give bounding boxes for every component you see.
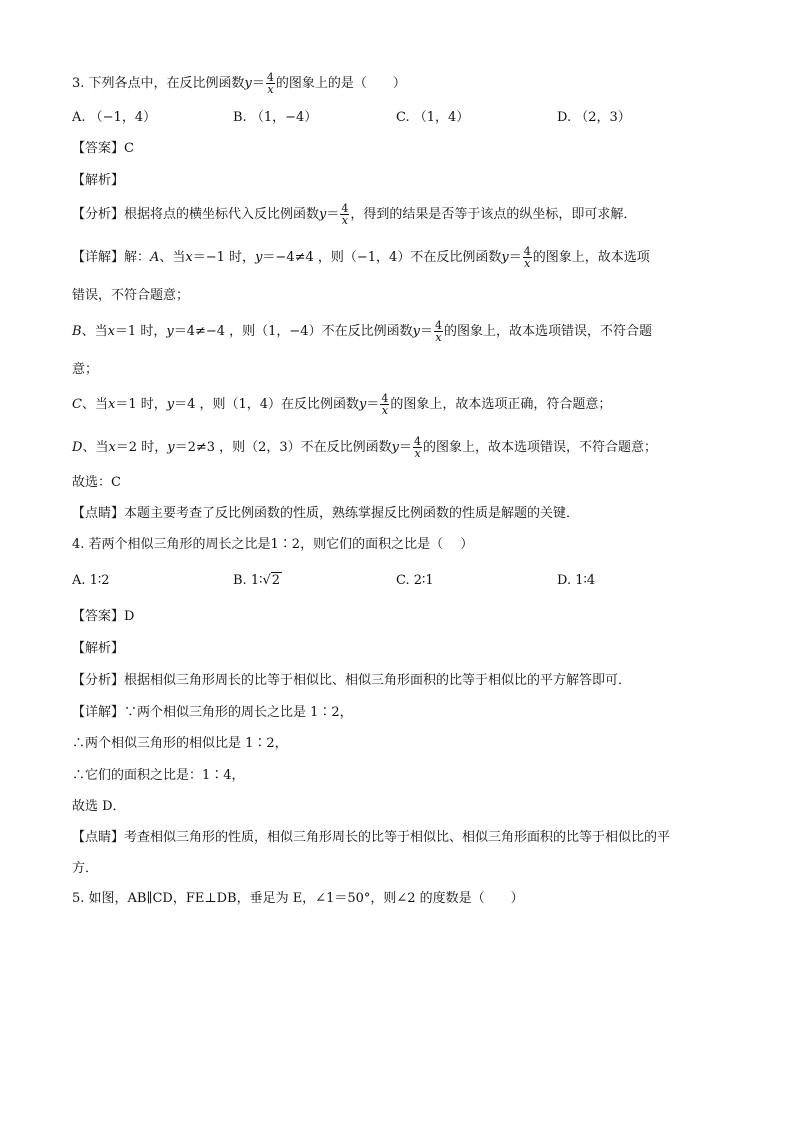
- fraction-numerator: 4: [434, 319, 442, 332]
- text: 的图象上，故本选项错误，不符合题: [443, 324, 652, 339]
- text: 、当: [159, 250, 186, 265]
- text: ＝−1 时，: [192, 250, 256, 265]
- q3-xiangjie-line1: [72, 246, 650, 269]
- fraction-numerator: 4: [523, 245, 531, 258]
- q3-xiangjie-line2: 错误，不符合题意；: [72, 288, 190, 303]
- text: 、当: [82, 440, 109, 455]
- q3-option-c: C. （1，4）: [396, 110, 470, 125]
- text: ＝2 时，: [115, 440, 168, 455]
- q3-stem: [72, 72, 406, 95]
- q3-stem-tail: 的图象上的是（ ）: [275, 76, 406, 91]
- var: x: [107, 397, 116, 412]
- q4-dianjing-1: 【点睛】考查相似三角形的性质，相似三角形周长的比等于相似比、相似三角形面积的比等于相似比的平: [72, 830, 671, 845]
- fraction: [380, 393, 389, 416]
- q4-option-b: [233, 571, 282, 591]
- q4-option-a: A. 1∶2: [72, 573, 110, 588]
- q3-fenxi: [72, 203, 636, 226]
- func-y: y: [391, 440, 400, 455]
- q4-dianjing-2: 方．: [72, 861, 99, 876]
- q3-option-a: A. （−1，4）: [72, 110, 157, 125]
- q3-xiangjie-line5: [72, 393, 611, 416]
- var: y: [166, 324, 174, 339]
- q3-xiangjie-line4: 意；: [72, 362, 99, 377]
- fraction-denominator: x: [414, 447, 421, 460]
- func-y: y: [412, 324, 420, 339]
- text: 的图象上，故本选项正确，符合题意；: [390, 397, 612, 412]
- q3-fraction: [266, 72, 275, 95]
- q4-option-b-prefix: B. 1∶: [233, 573, 263, 588]
- q3-dianjing: 【点睛】本题主要考查了反比例函数的性质，熟练掌握反比例函数的性质是解题的关键．: [72, 506, 580, 521]
- text: 【详解】解：: [72, 250, 151, 265]
- text: ＝−4≠4 ，则（−1，4）不在反比例函数: [262, 250, 502, 265]
- q3-xiangjie-line6: [72, 436, 657, 459]
- var: B: [72, 324, 82, 339]
- var: x: [185, 250, 193, 265]
- text: ＝2≠3 ，则（2，3）不在反比例函数: [174, 440, 392, 455]
- text: 的图象上，故本选项: [532, 250, 650, 265]
- func-y: y: [319, 207, 327, 222]
- q4-answer: 【答案】D: [72, 609, 135, 624]
- var: D: [72, 440, 83, 455]
- q3-fenxi-text: 【分析】根据将点的横坐标代入反比例函数: [72, 207, 320, 222]
- q4-jiexi: 【解析】: [72, 641, 125, 656]
- fraction-numerator: 4: [414, 435, 422, 448]
- func-eq: ＝: [326, 207, 340, 222]
- q3-option-b: B. （1，−4）: [233, 110, 318, 125]
- fraction-denominator: x: [381, 404, 389, 417]
- fraction-numerator: 4: [381, 392, 389, 405]
- q3-jiexi: 【解析】: [72, 173, 125, 188]
- q3-option-d: D. （2，3）: [557, 110, 631, 125]
- func-eq: ＝: [508, 250, 522, 265]
- text: ＝4 ，则（1，4）在反比例函数: [174, 397, 360, 412]
- q4-stem: 4. 若两个相似三角形的周长之比是1∶2，则它们的面积之比是（ ）: [72, 537, 474, 552]
- fraction: [413, 436, 422, 459]
- fraction-numerator: 4: [341, 202, 349, 215]
- q3-func-y: y: [244, 76, 252, 91]
- func-eq: ＝: [399, 440, 413, 455]
- fraction-denominator: x: [435, 331, 442, 344]
- var: C: [72, 397, 82, 412]
- q4-xiangjie-1: 【详解】∵两个相似三角形的周长之比是 1∶2，: [72, 705, 353, 720]
- text: ＝1 时，: [115, 397, 167, 412]
- var: y: [166, 397, 175, 412]
- fraction-numerator: 4: [266, 71, 274, 84]
- q3-func-eq: ＝: [251, 76, 265, 91]
- q4-xiangjie-2: ∴两个相似三角形的相似比是 1∶2，: [72, 736, 288, 751]
- var: y: [255, 250, 263, 265]
- var: x: [108, 440, 116, 455]
- var: A: [150, 250, 160, 265]
- text: 、当: [81, 397, 108, 412]
- func-y: y: [359, 397, 367, 412]
- fraction-denominator: x: [524, 257, 531, 270]
- func-eq: ＝: [366, 397, 380, 412]
- text: ＝1 时，: [114, 324, 167, 339]
- text: 的图象上，故本选项错误，不符合题意；: [423, 440, 658, 455]
- q4-xiangjie-3: ∴它们的面积之比是：1∶4，: [72, 768, 245, 783]
- q4-fenxi: 【分析】根据相似三角形周长的比等于相似比、相似三角形面积的比等于相似比的平方解答即可．: [72, 673, 632, 688]
- text: ＝4≠−4 ，则（1，−4）不在反比例函数: [173, 324, 413, 339]
- fraction: [523, 246, 532, 269]
- q4-guxuan: 故选 D．: [72, 799, 126, 814]
- var: y: [167, 440, 175, 455]
- fraction-denominator: x: [341, 214, 348, 227]
- fraction: [340, 203, 349, 226]
- fraction: [434, 320, 443, 343]
- q3-guxuan: 故选：C: [72, 475, 121, 490]
- q3-stem-text: 3. 下列各点中，在反比例函数: [72, 76, 245, 91]
- fraction-denominator: x: [267, 83, 274, 96]
- q4-option-d: D. 1∶4: [557, 573, 596, 588]
- var: x: [107, 324, 115, 339]
- q4-option-c: C. 2∶1: [396, 573, 434, 588]
- sqrt-radicand: 2: [271, 573, 281, 588]
- func-eq: ＝: [419, 324, 433, 339]
- func-y: y: [501, 250, 509, 265]
- sqrt: √2: [262, 573, 281, 588]
- q3-fenxi-tail: ，得到的结果是否等于该点的纵坐标，即可求解．: [350, 207, 637, 222]
- text: 、当: [81, 324, 108, 339]
- q5-stem: 5. 如图，AB∥CD，FE⊥DB，垂足为 E，∠1＝50°，则∠2 的度数是（ ）: [72, 891, 524, 906]
- q3-xiangjie-line3: [72, 320, 652, 343]
- q3-answer: 【答案】C: [72, 141, 134, 156]
